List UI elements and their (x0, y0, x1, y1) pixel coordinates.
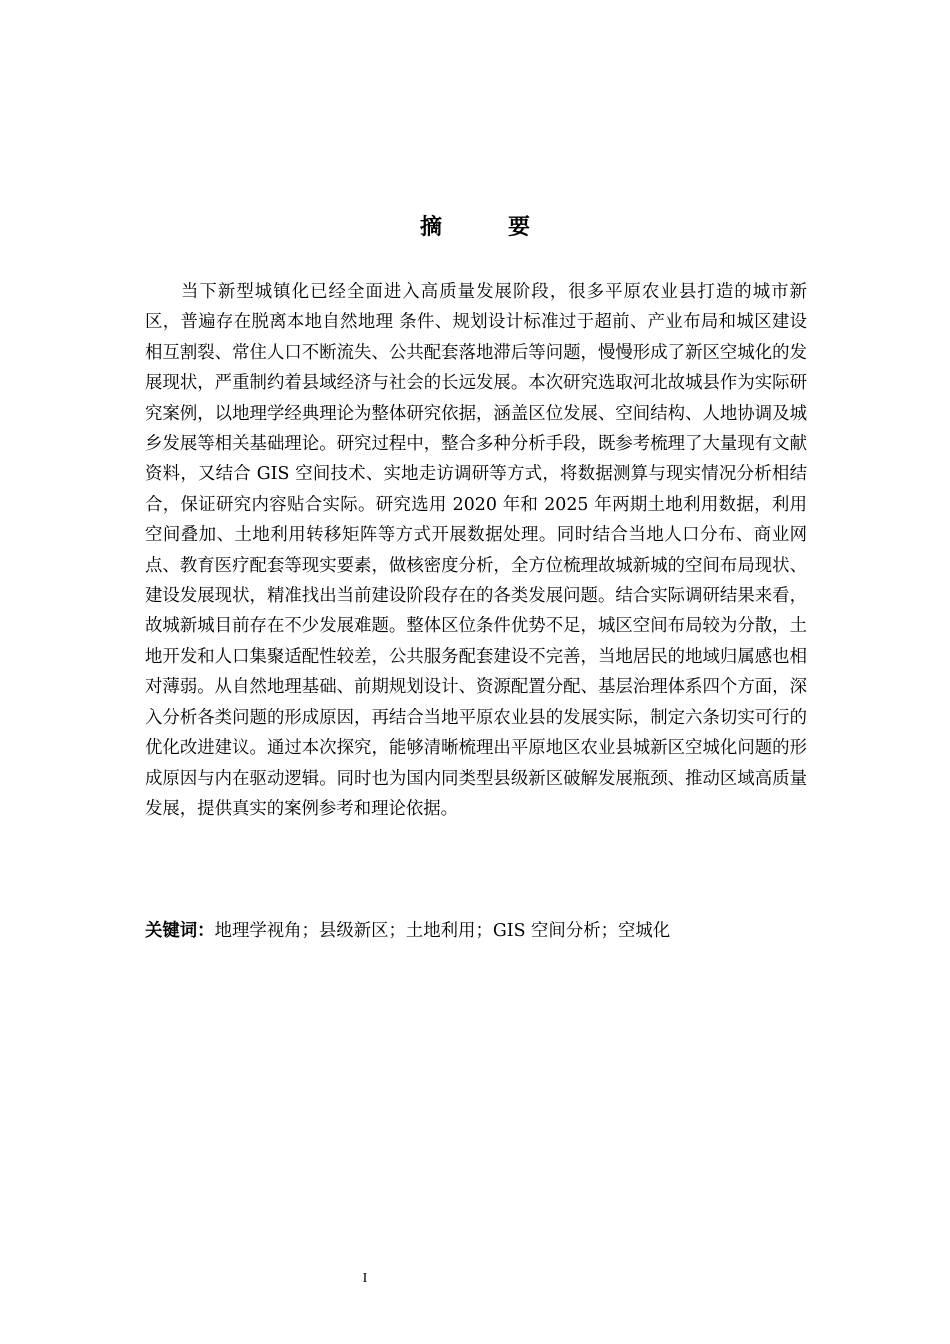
page-number: I (362, 1271, 368, 1286)
abstract-paragraph: 当下新型城镇化已经全面进入高质量发展阶段，很多平原农业县打造的城市新区，普遍存在脱离本地自然地理 条件、规划设计标准过于超前、产业布局和城区建设相互割裂、常住人口不断流失、公共配套落地滞后等问题，慢慢形成了新区空城化的发展现状，严重制约着县域经济与社会的长远发展。本次研究选取河北故城县作为实际研究案例，以地理学经典理论为整体研究依据，涵盖区位发展、空间结构、人地协调及城乡发展等相关基础理论。研究过程中，整合多种分析手段，既参考梳理了大量现有文献资料，又结合 GIS 空间技术、实地走访调研等方式，将数据测算与现实情况分析相结合，保证研究内容贴合实际。研究选用 2020 年和 2025 年两期土地利用数据，利用空间叠加、土地利用转移矩阵等方式开展数据处理。同时结合当地人口分布、商业网点、教育医疗配套等现实要素，做核密度分析，全方位梳理故城新城的空间布局现状、建设发展现状，精准找出当前建设阶段存在的各类发展问题。结合实际调研结果来看，故城新城目前存在不少发展难题。整体区位条件优势不足，城区空间布局较为分散，土地开发和人口集聚适配性较差，公共服务配套建设不完善，当地居民的地域归属感也相对薄弱。从自然地理基础、前期规划设计、资源配置分配、基层治理体系四个方面，深入分析各类问题的形成原因，再结合当地平原农业县的发展实际，制定六条切实可行的优化改进建议。通过本次探究，能够清晰梳理出平原地区农业县城新区空城化问题的形成原因与内在驱动逻辑。同时也为国内同类型县级新区破解发展瓶颈、推动区域高质量发展，提供真实的案例参考和理论依据。 (145, 282, 807, 819)
abstract-title: 摘 要 (419, 215, 552, 240)
keywords-line (145, 916, 807, 946)
keywords-text: 地理学视角；县级新区；土地利用；GIS 空间分析；空城化 (214, 921, 671, 941)
keywords-label: 关键词： (145, 921, 215, 941)
